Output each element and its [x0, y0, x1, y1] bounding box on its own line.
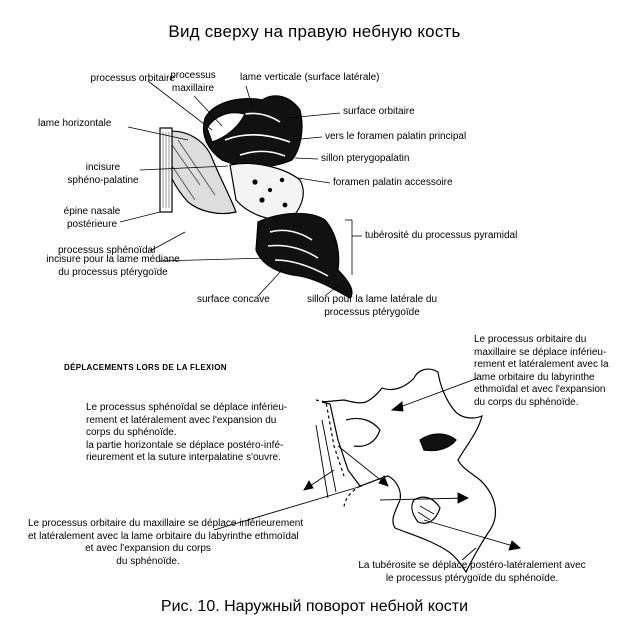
label-surface-orbitaire: surface orbitaire: [343, 106, 415, 117]
bottom-bone-illustration: [316, 369, 495, 572]
label-lame-verticale: lame verticale (surface latérale): [240, 72, 380, 83]
label-lame-horizontale: lame horizontale: [38, 118, 112, 129]
label-processus-sphenoidal: processus sphénoïdal: [58, 245, 156, 256]
label-processus-orbitaire: processus orbitaire: [90, 73, 175, 84]
label-foramen-palatin-principal: vers le foramen palatin principal: [325, 131, 467, 142]
note-processus-sphenoidal: Le processus sphénoïdal se déplace inférieu- rement et latéralement avec l'expansion du corps du sphénoïde. la partie horizontale se déplace postéro-infé- rieurement et la suture interpalatine s'ouvre.: [86, 402, 288, 463]
section-subtitle: DÉPLACEMENTS LORS DE LA FLEXION: [64, 363, 227, 372]
figure-caption: Рис. 10. Наружный поворот небной кости: [160, 598, 469, 615]
figure-title: Вид сверху на правую небную кость: [168, 22, 461, 41]
note-maxillaire-orbitaire: Le processus orbitaire du maxillaire se déplace inférieu- rement et latéralement avec la lame orbitaire du labyrinthe ethmoïdal et avec l'expansion du corps du sphénoïde.: [474, 334, 609, 408]
label-incisure-lame-mediane: incisure pour la lame médiane du processus ptérygoïde: [46, 254, 180, 278]
top-bone-illustration: [160, 96, 352, 298]
label-tuberosite: tubérosité du processus pyramidal: [365, 230, 518, 241]
label-incisure-spheno-palatine: incisure sphéno-palatine: [67, 162, 139, 186]
label-processus-maxillaire: processus maxillaire: [170, 70, 216, 94]
label-sillon-pterygopalatin: sillon pterygopalatin: [321, 153, 410, 164]
note-orbitaire-maxillaire: Le processus orbitaire du maxillaire se déplace inférieurement et latéralement avec la lame orbitaire du labyrinthe ethmoïdal et avec l'expansion du corps du sphénoïde.: [28, 518, 304, 567]
label-epine-nasale-posterieure: épine nasale postérieure: [63, 206, 121, 230]
label-foramen-palatin-accessoire: foramen palatin accessoire: [333, 177, 453, 188]
label-sillon-lame-laterale: sillon pour la lame latérale du processus ptérygoïde: [306, 294, 438, 318]
label-surface-concave: surface concave: [197, 294, 270, 305]
note-tuberosite: La tubérosite se déplace postéro-latéralement avec le processus ptérygoïde du sphénoïde.: [358, 560, 586, 584]
